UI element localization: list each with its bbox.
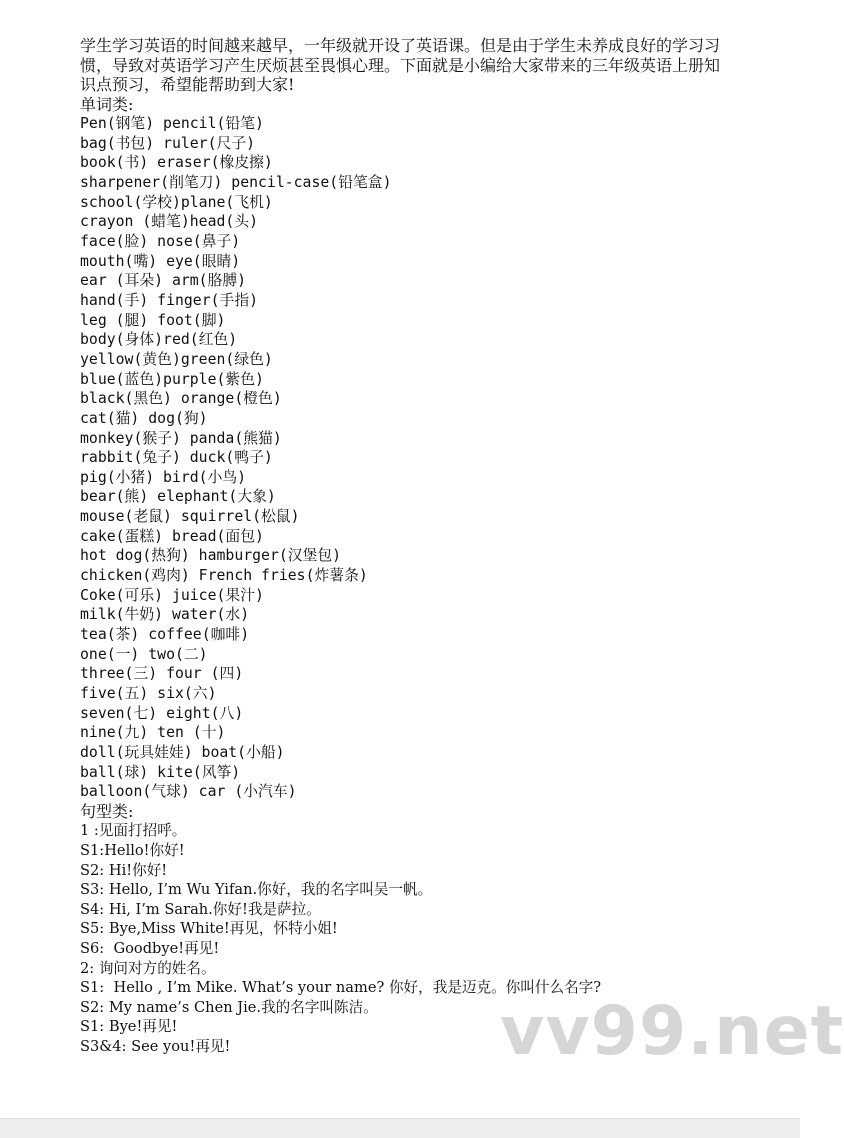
sentence-line: S1:Hello!你好!: [80, 842, 185, 860]
vocab-line: cake(蛋糕) bread(面包): [80, 527, 264, 545]
vocab-line: face(脸) nose(鼻子): [80, 232, 241, 250]
document-body: [80, 36, 720, 1057]
vocab-line: hot dog(热狗) hamburger(汉堡包): [80, 547, 342, 565]
vocab-line: nine(九) ten (十): [80, 724, 226, 742]
vocab-line: mouse(老鼠) squirrel(松鼠): [80, 508, 300, 526]
vocab-line: Pen(钢笔) pencil(铅笔): [80, 115, 264, 132]
vocab-line: rabbit(兔子) duck(鸭子): [80, 449, 273, 467]
vocab-line: cat(猫) dog(狗): [80, 409, 208, 427]
vocab-line: bag(书包) ruler(尺子): [80, 134, 255, 152]
vocab-line: chicken(鸡肉) French fries(炸薯条): [80, 567, 368, 585]
vocab-line: ball(球) kite(风筝): [80, 763, 241, 781]
vocab-line: seven(七) eight(八): [80, 704, 244, 722]
sentence-section-title: 句型类:: [80, 801, 134, 821]
page-bottom-edge: [0, 1118, 800, 1138]
sentence-line: S1: Hello , I’m Mike. What’s your name? 你好，我是迈克。你叫什么名字?: [80, 979, 602, 997]
vocab-line: Coke(可乐) juice(果汁): [80, 586, 264, 604]
watermark: vv99.net: [500, 992, 844, 1071]
sentence-line: 2: 询问对方的姓名。: [80, 959, 216, 977]
vocab-line: pig(小猪) bird(小鸟): [80, 468, 247, 486]
vocab-line: five(五) six(六): [80, 685, 217, 703]
intro-paragraph: 学生学习英语的时间越来越早，一年级就开设了英语课。但是由于学生未养成良好的学习习惯，导致对英语学习产生厌烦甚至畏惧心理。下面就是小编给大家带来的三年级英语上册知识点预习，希望能帮助到大家!: [80, 36, 721, 94]
vocab-line: blue(蓝色)purple(紫色): [80, 370, 264, 388]
sentence-line: S4: Hi, I’m Sarah.你好!我是萨拉。: [80, 900, 321, 918]
vocab-section-title: 单词类:: [80, 94, 134, 114]
vocab-line: one(一) two(二): [80, 645, 208, 663]
vocab-line: book(书) eraser(橡皮擦): [80, 154, 273, 172]
vocab-line: crayon (蜡笔)head(头): [80, 213, 259, 231]
vocab-line: bear(熊) elephant(大象): [80, 488, 276, 506]
vocab-line: mouth(嘴) eye(眼睛): [80, 252, 241, 270]
sentence-line: S2: Hi!你好!: [80, 861, 168, 879]
sentence-line: S3: Hello, I’m Wu Yifan.你好，我的名字叫吴一帆。: [80, 881, 433, 899]
vocab-line: yellow(黄色)green(绿色): [80, 350, 273, 368]
vocab-line: three(三) four (四): [80, 665, 244, 683]
vocab-line: sharpener(削笔刀) pencil-case(铅笔盒): [80, 173, 392, 191]
vocab-line: monkey(猴子) panda(熊猫): [80, 429, 282, 447]
sentence-line: S1: Bye!再见!: [80, 1018, 178, 1036]
vocab-line: tea(茶) coffee(咖啡): [80, 626, 250, 644]
vocab-list: [80, 114, 720, 802]
vocab-line: hand(手) finger(手指): [80, 291, 259, 309]
sentence-line: S3&4: See you!再见!: [80, 1038, 231, 1055]
vocab-line: milk(牛奶) water(水): [80, 606, 250, 624]
vocab-line: doll(玩具娃娃) boat(小船): [80, 744, 285, 761]
vocab-line: school(学校)plane(飞机): [80, 193, 273, 211]
vocab-line: black(黑色) orange(橙色): [80, 390, 282, 408]
sentence-line: S2: My name’s Chen Jie.我的名字叫陈洁。: [80, 998, 378, 1016]
sentence-line: S5: Bye,Miss White!再见，怀特小姐!: [80, 920, 338, 938]
sentence-line: S6: Goodbye!再见!: [80, 940, 220, 958]
vocab-line: balloon(气球) car (小汽车): [80, 783, 297, 801]
vocab-line: leg (腿) foot(脚): [80, 311, 226, 329]
vocab-line: ear (耳朵) arm(胳膊): [80, 272, 247, 290]
sentence-line: 1 :见面打招呼。: [80, 822, 187, 840]
vocab-line: body(身体)red(红色): [80, 331, 238, 349]
